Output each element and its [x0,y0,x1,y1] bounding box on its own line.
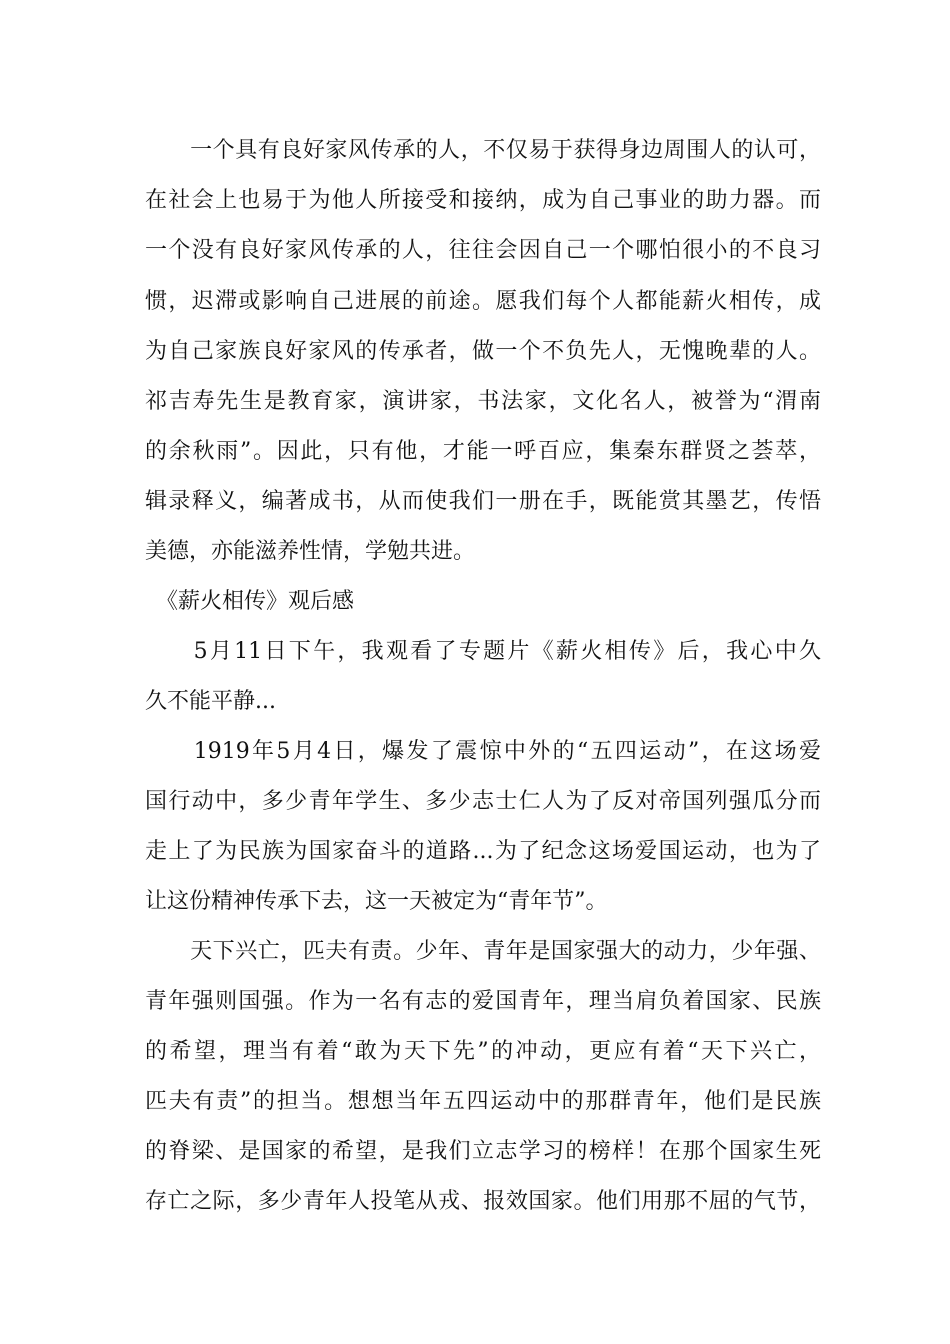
text-line: 一个具有良好家风传承的人，不仅易于获得身边周围人的认可， [145,138,821,163]
text-line: 的希望，理当有着“敢为天下先”的冲动，更应有着“天下兴亡， [145,1039,821,1064]
text-line: 5月11日下午，我观看了专题片《薪火相传》后，我心中久 [145,639,821,664]
text-line: 匹夫有责”的担当。想想当年五四运动中的那群青年，他们是民族 [145,1089,821,1114]
text-line: 在社会上也易于为他人所接受和接纳，成为自己事业的助力器。而 [145,188,821,213]
text-line: 存亡之际，多少青年人投笔从戎、报效国家。他们用那不屈的气节， [145,1189,821,1214]
text-line: 的余秋雨”。因此，只有他，才能一呼百应，集秦东群贤之荟萃， [145,439,821,464]
text-line: 久不能平静... [145,689,276,714]
text-line: 为自己家族良好家风的传承者，做一个不负先人，无愧晚辈的人。 [145,339,821,364]
text-line: 走上了为民族为国家奋斗的道路...为了纪念这场爱国运动，也为了 [145,839,821,864]
text-line: 的脊梁、是国家的希望，是我们立志学习的榜样！在那个国家生死 [145,1139,821,1164]
text-line: 一个没有良好家风传承的人，往往会因自己一个哪怕很小的不良习 [145,238,821,263]
text-line: 青年强则国强。作为一名有志的爱国青年，理当肩负着国家、民族 [145,989,821,1014]
text-line: 让这份精神传承下去，这一天被定为“青年节”。 [145,889,608,914]
text-line: 天下兴亡，匹夫有责。少年、青年是国家强大的动力，少年强、 [145,939,821,964]
section-title: 《薪火相传》观后感 [145,589,355,614]
text-line: 美德，亦能滋养性情，学勉共进。 [145,539,476,564]
text-line: 辑录释义，编著成书，从而使我们一册在手，既能赏其墨艺，传悟 [145,489,821,514]
text-line: 1919年5月4日，爆发了震惊中外的“五四运动”，在这场爱 [145,739,821,764]
text-line: 惯，迟滞或影响自己进展的前途。愿我们每个人都能薪火相传，成 [145,289,821,314]
text-line: 国行动中，多少青年学生、多少志士仁人为了反对帝国列强瓜分而 [145,789,821,814]
text-line: 祁吉寿先生是教育家，演讲家，书法家，文化名人，被誉为“渭南 [145,389,821,414]
